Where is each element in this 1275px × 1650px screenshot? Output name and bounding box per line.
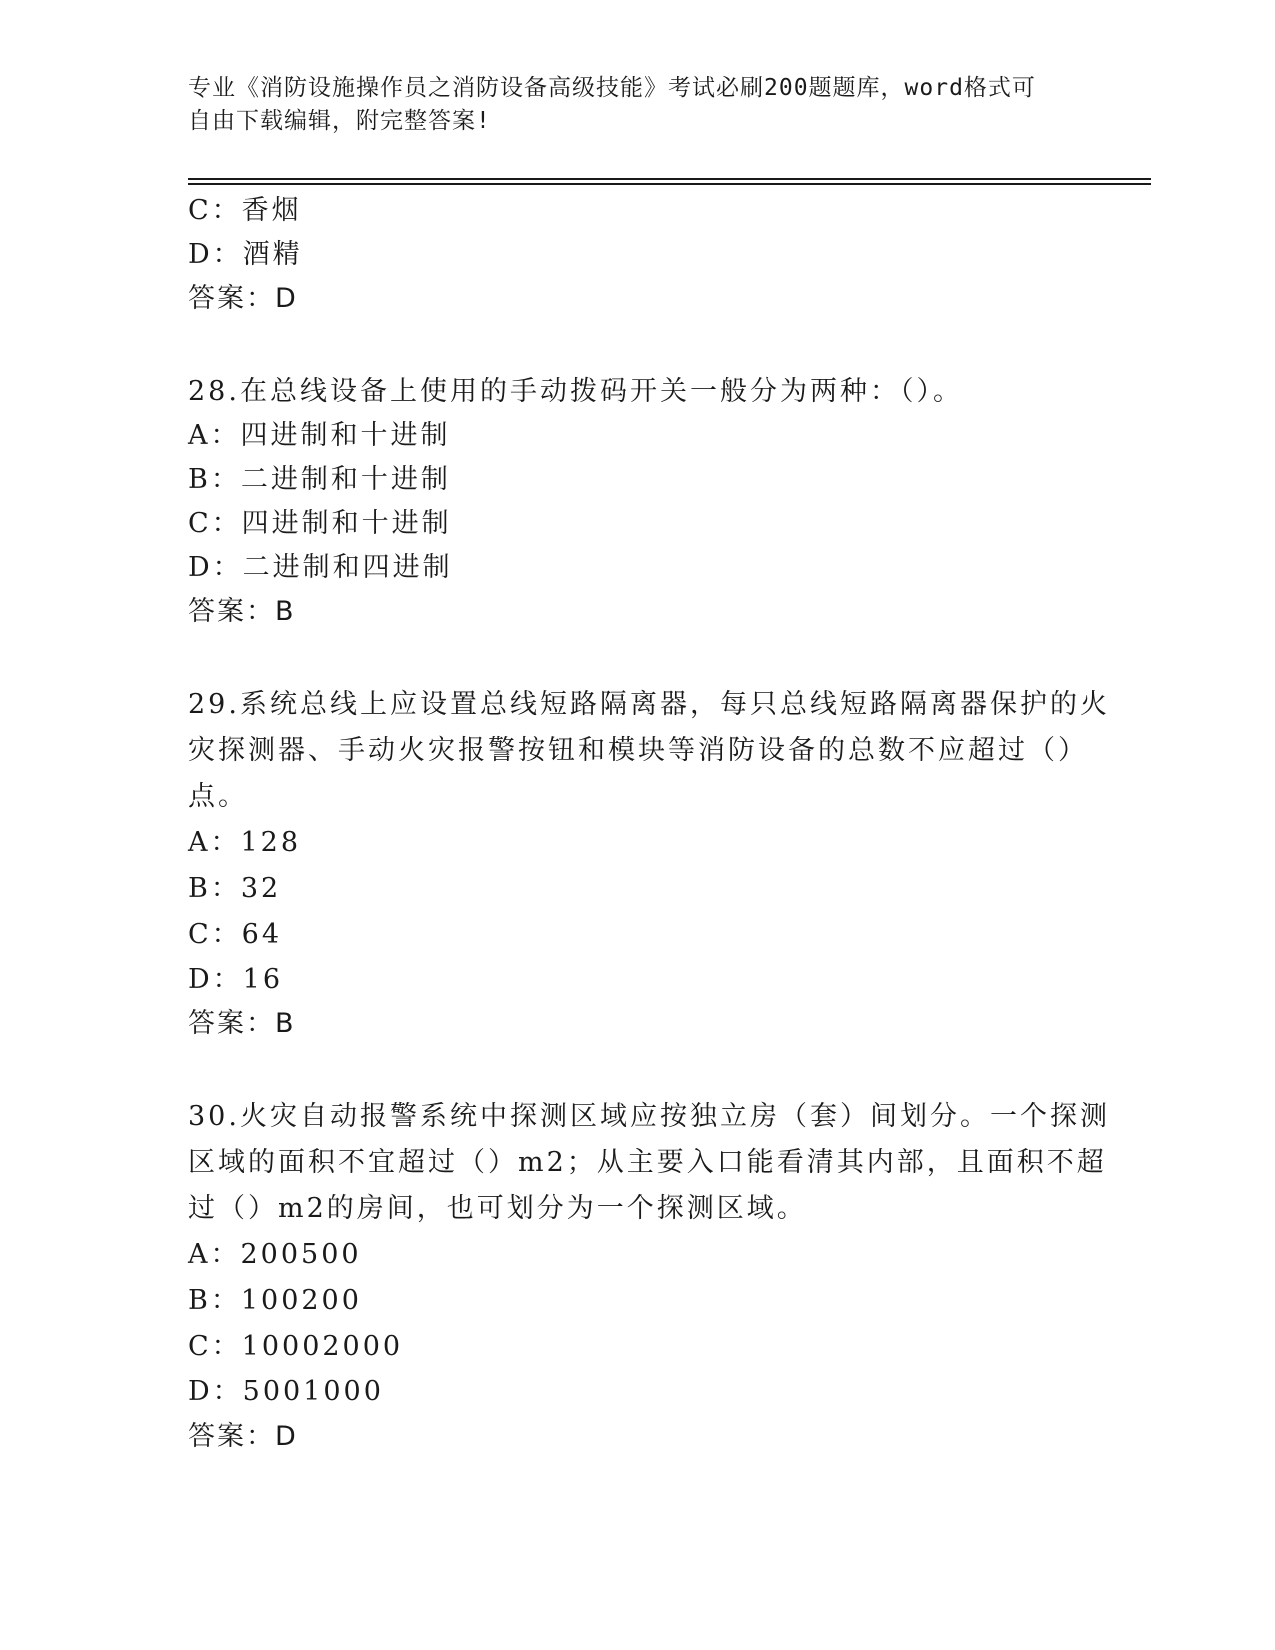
q30-answer: 答案：D: [188, 1421, 298, 1452]
q27-answer: 答案：D: [188, 283, 298, 314]
document-header: [188, 72, 1088, 138]
header-divider-top: [188, 178, 1151, 180]
q28-option-d: D：二进制和四进制: [188, 552, 453, 583]
q28-option-b: B：二进制和十进制: [188, 464, 451, 495]
q29-question-line3: 点。: [188, 781, 248, 812]
q28-option-c: C：四进制和十进制: [188, 508, 452, 539]
q28-answer: 答案：B: [188, 596, 296, 627]
q30-question-line3: 过（）m2的房间，也可划分为一个探测区域。: [188, 1193, 807, 1224]
header-title-line2: 自由下载编辑，附完整答案!: [188, 108, 491, 134]
q29-question-line2: 灾探测器、手动火灾报警按钮和模块等消防设备的总数不应超过（）: [188, 735, 1088, 766]
q30-option-a: A：200500: [188, 1239, 362, 1270]
q29-question-line1: 29.系统总线上应设置总线短路隔离器，每只总线短路隔离器保护的火: [188, 689, 1110, 720]
q30-question-line1: 30.火灾自动报警系统中探测区域应按独立房（套）间划分。一个探测: [188, 1101, 1110, 1132]
q27-option-c: C：香烟: [188, 195, 302, 226]
q30-question-line2: 区域的面积不宜超过（）m2；从主要入口能看清其内部，且面积不超: [188, 1147, 1107, 1178]
q28-question: 28.在总线设备上使用的手动拨码开关一般分为两种：（）。: [188, 376, 963, 407]
q29-option-d: D：16: [188, 964, 284, 995]
header-title-line1: 专业《消防设施操作员之消防设备高级技能》考试必刷200题题库，word格式可: [188, 75, 1036, 101]
q29-option-a: A：128: [188, 827, 302, 858]
q29-option-c: C：64: [188, 919, 283, 950]
q30-option-d: D：5001000: [188, 1376, 384, 1407]
q28-option-a: A：四进制和十进制: [188, 420, 451, 451]
q27-option-d: D：酒精: [188, 239, 303, 270]
header-divider-bottom: [188, 183, 1151, 185]
q30-option-b: B：100200: [188, 1285, 362, 1316]
q29-option-b: B：32: [188, 873, 282, 904]
q29-answer: 答案：B: [188, 1008, 296, 1039]
q30-option-c: C：10002000: [188, 1331, 404, 1362]
